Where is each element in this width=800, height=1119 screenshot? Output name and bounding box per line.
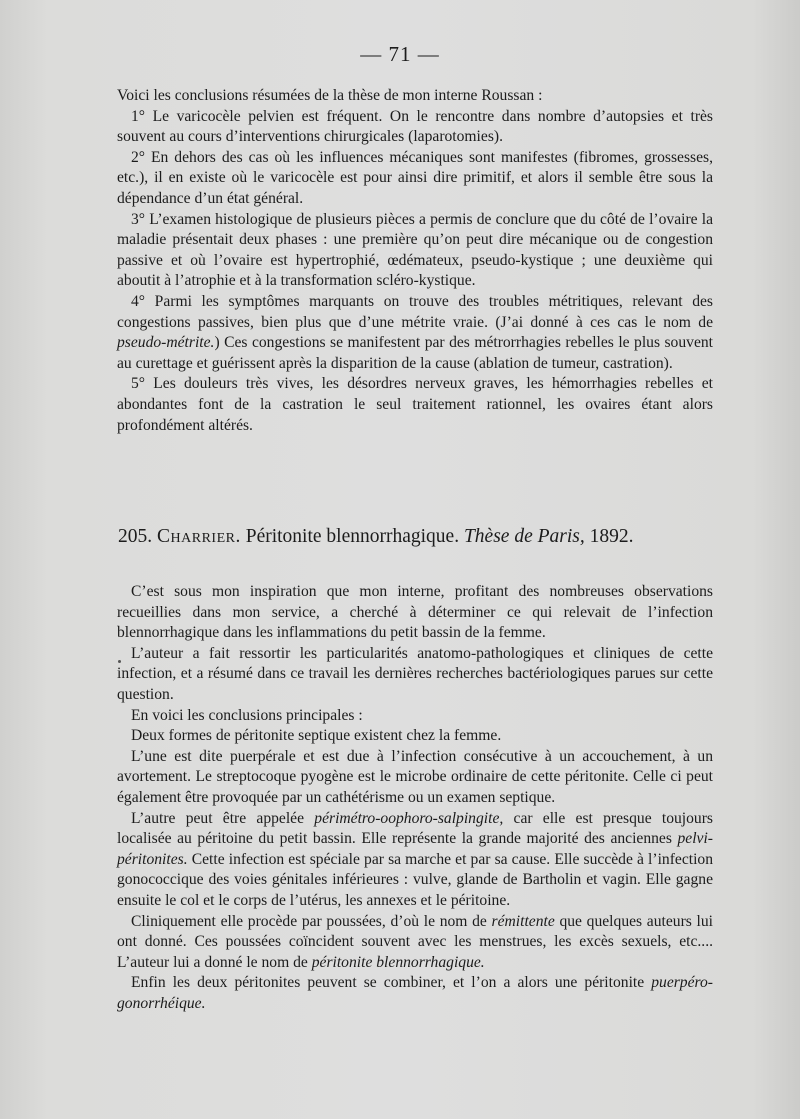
intro-paragraph: Voici les conclusions résumées de la thèse de mon interne Roussan : [117,87,543,104]
body-p7-italic-1: rémittente [491,912,555,930]
body-p6-text-a: L’autre peut être appelée [131,809,315,827]
body-paragraph-3: En voici les conclusions principales : [131,706,363,724]
body-paragraph-7 [117,912,713,974]
entry-title: Péritonite blennorrhagique. [245,526,460,547]
body-p6-text-c: Cette infection est spéciale par sa marche et par sa cause. Elle succède à l’infection gonococcique des voies génitales inférieures : vulve, glande de Bartholin et vagin. Elle gagne ensuite le col et le corps de l’utérus, les annexes et le péritoine. [117,850,713,909]
entry-author: Charrier. [157,526,241,547]
body-p6-text-b: car elle est presque toujours localisée au péritoine du petit bassin. Elle représente la grande majorité des anciennes [117,809,713,848]
entry-heading [118,526,718,548]
body-paragraph-6 [117,809,713,912]
conclusion-5: 5° Les douleurs très vives, les désordres nerveux graves, les hémorrhagies rebelles et abondantes font de la castration le seul traitement rationnel, les ovaires étant alors profondément altérés. [117,375,713,434]
body-p8-text-a: Enfin les deux péritonites peuvent se combiner, et l’on a alors une péritonite [131,974,652,992]
conclusion-4 [117,292,713,374]
conclusion-2: 2° En dehors des cas où les influences mécaniques sont manifestes (fibromes, grossesses, etc.), il en existe où le varicocèle est pour ainsi dire primitif, et alors il semble être sous la dépendance d’un état général. [117,148,713,207]
conclusion-4-italic: pseudo-métrite. [117,334,215,352]
conclusion-4-text-a: 4° Parmi les symptômes marquants on trouve des troubles métritiques, relevant des congestions passives, bien plus que d’une métrite vraie. (J’ai donné à ces cas le nom de [117,292,713,331]
conclusions-section [117,86,713,436]
body-p7-text-a: Cliniquement elle procède par poussées, d’où le nom de [131,912,492,930]
page-number: — 71 — [360,42,440,66]
conclusion-3: 3° L’examen histologique de plusieurs pièces a permis de conclure que du côté de l’ovaire la maladie présentait deux phases : une première qu’on peut dire mécanique ou de congestion passive et où l’ovaire est hypertrophié, œdémateux, pseudo-kystique ; une deuxième qui aboutit à l’atrophie et à la transformation scléro-kystique. [117,210,713,290]
body-paragraph-8 [117,973,713,1014]
body-p6-italic-2: pelvi-péritonites. [117,830,713,868]
conclusion-1: 1° Le varicocèle pelvien est fréquent. On le rencontre dans nombre d’autopsies et très souvent au cours d’interventions chirurgicales (laparotomies). [117,107,713,146]
body-paragraph-1: C’est sous mon inspiration que mon interne, profitant des nombreuses observations recueillies dans mon service, a cherché à déterminer ce qui relevait de l’infection blennorrhagique dans les inflammations du petit bassin de la femme. [117,583,713,642]
conclusion-4-text-b: ) Ces congestions se manifestent par des métrorrhagies rebelles le plus souvent au curettage et guérissent après la disparition de la cause (ablation de tumeur, castration). [117,334,713,372]
entry-source: Thèse de Paris, [463,526,585,547]
entry-body [117,582,713,1014]
body-p7-italic-2: péritonite blennorrhagique. [311,953,485,971]
body-paragraph-5: L’une est dite puerpérale et est due à l’infection consécutive à un accouchement, à un avortement. Le streptocoque pyogène est le microbe ordinaire de cette péritonite. Celle ci peut également être provoquée par un cathétérisme ou un examen septique. [117,747,713,806]
body-paragraph-4: Deux formes de péritonite septique existent chez la femme. [131,727,502,745]
body-p7-text-b: que quelques auteurs lui ont donné. Ces poussées coïncident souvent avec les menstrues, les excès sexuels, etc.... L’auteur lui a donné le nom de [117,912,713,971]
body-paragraph-2: L’auteur a fait ressortir les particularités anatomo-pathologiques et cliniques de cette infection, et a résumé dans ce travail les dernières recherches bactériologiques parues sur cette question. [117,644,713,703]
entry-number: 205. [118,526,153,547]
body-p6-italic-1: périmétro-oophoro-salpingite, [314,809,504,827]
body-p8-italic: puerpéro-gonorrhéique. [117,974,713,1012]
entry-year: 1892. [589,526,634,547]
